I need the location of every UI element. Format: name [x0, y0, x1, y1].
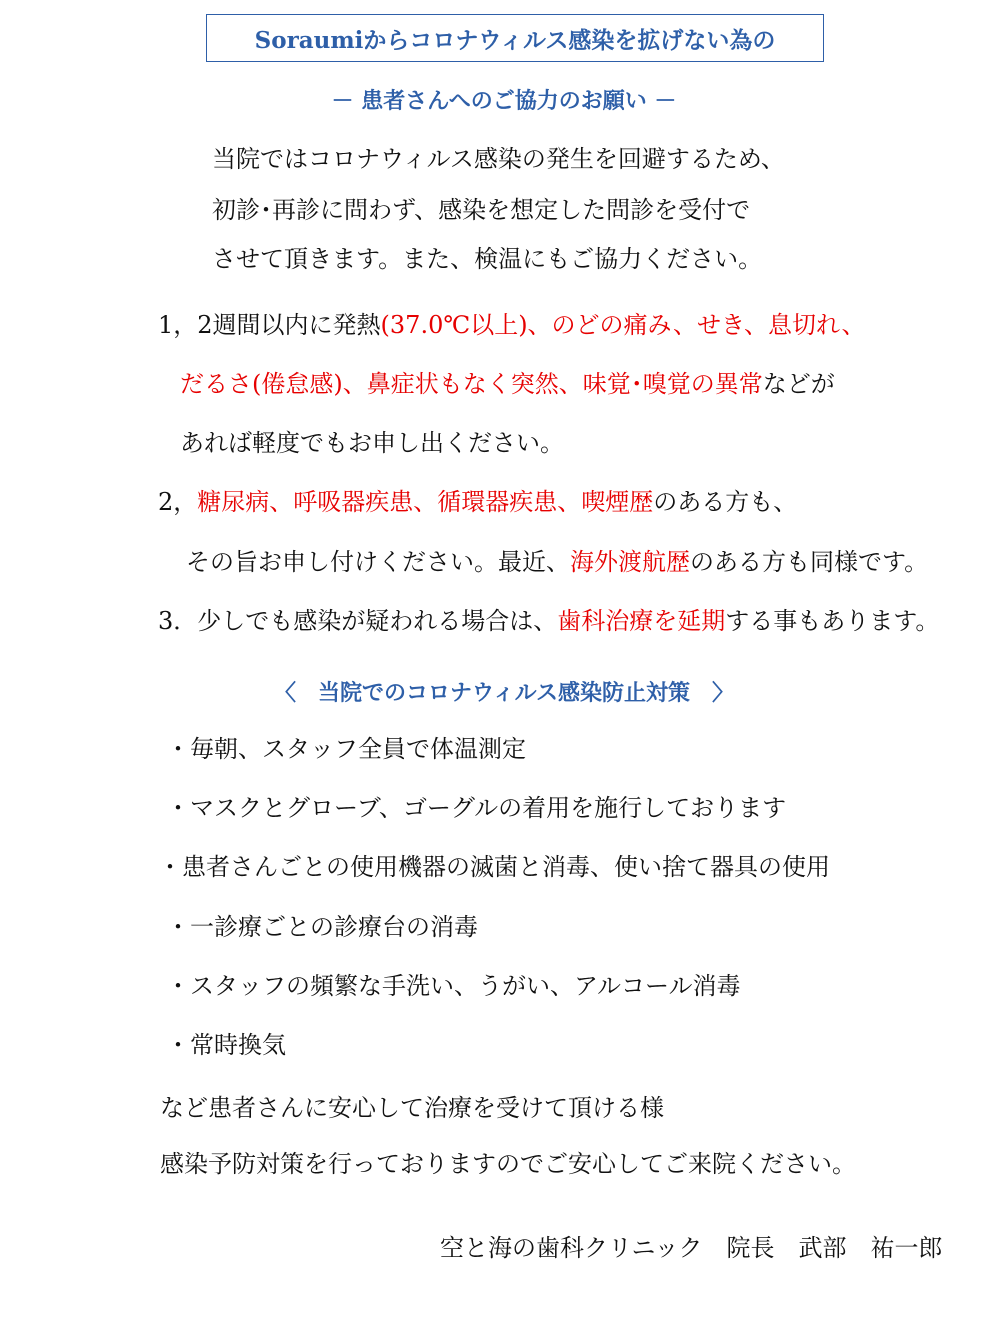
item2-line-2: [186, 548, 928, 577]
closing-line-1: など患者さんに安心して治療を受けて頂ける様: [160, 1094, 664, 1122]
item2-line-1-suffix: のある方も、: [653, 488, 798, 516]
item1-symptoms-highlight: (37.0℃以上)、のどの痛み、せき、息切れ、: [380, 311, 866, 339]
item2-line-1: [158, 488, 797, 517]
item1-line-2: [180, 370, 835, 399]
item1-line-2-text: などが: [762, 370, 835, 398]
item3-postpone-highlight: 歯科治療を延期: [557, 607, 726, 635]
closing-line-2: 感染予防対策を行っておりますのでご安心してご来院ください。: [160, 1150, 856, 1178]
item1-line-3: あれば軽度でもお申し出ください。: [180, 429, 564, 457]
item1-symptoms-highlight-2: だるさ(倦怠感)、鼻症状もなく突然、味覚･嗅覚の異常: [180, 370, 763, 398]
item1-line-1-text: 1，2週間以内に発熱: [158, 311, 381, 339]
item3-suffix: する事もあります。: [725, 607, 940, 635]
measure-item: ・毎朝、スタッフ全員で体温測定: [166, 735, 526, 763]
measure-item: ・患者さんごとの使用機器の滅菌と消毒、使い捨て器具の使用: [158, 853, 830, 881]
item2-travel-highlight: 海外渡航歴: [570, 548, 690, 576]
item2-conditions-highlight: 糖尿病、呼吸器疾患、循環器疾患、喫煙歴: [197, 488, 654, 516]
item2-line-2-suffix: のある方も同様です。: [690, 548, 929, 576]
measures-heading: 〈 当院でのコロナウィルス感染防止対策 〉: [273, 680, 735, 706]
intro-line-1: 当院ではコロナウィルス感染の発生を回避するため、: [212, 145, 785, 173]
item1-line-1: [158, 311, 865, 340]
item2-line-2-prefix: その旨お申し付けください。最近、: [186, 548, 570, 576]
measure-item: ・一診療ごとの診療台の消毒: [166, 913, 478, 941]
intro-line-2: 初診･再診に問わず、感染を想定した問診を受付で: [212, 196, 751, 224]
notice-subtitle: － 患者さんへのご協力のお願い －: [331, 88, 677, 114]
measure-item: ・常時換気: [166, 1031, 286, 1059]
notice-title: Soraumiからコロナウィルス感染を拡げない為の: [254, 26, 776, 54]
item3-prefix: 3．少しでも感染が疑われる場合は、: [158, 607, 558, 635]
intro-line-3: させて頂きます。また、検温にもご協力ください。: [212, 245, 763, 273]
measure-item: ・マスクとグローブ、ゴーグルの着用を施行しております: [166, 794, 787, 822]
signature: 空と海の歯科クリニック 院長 武部 祐一郎: [440, 1234, 943, 1262]
measure-item: ・スタッフの頻繁な手洗い、うがい、アルコール消毒: [166, 972, 741, 1000]
notice-title-box: [206, 14, 824, 62]
item2-line-1-prefix: 2，: [158, 488, 198, 516]
item3-line: [158, 607, 939, 636]
